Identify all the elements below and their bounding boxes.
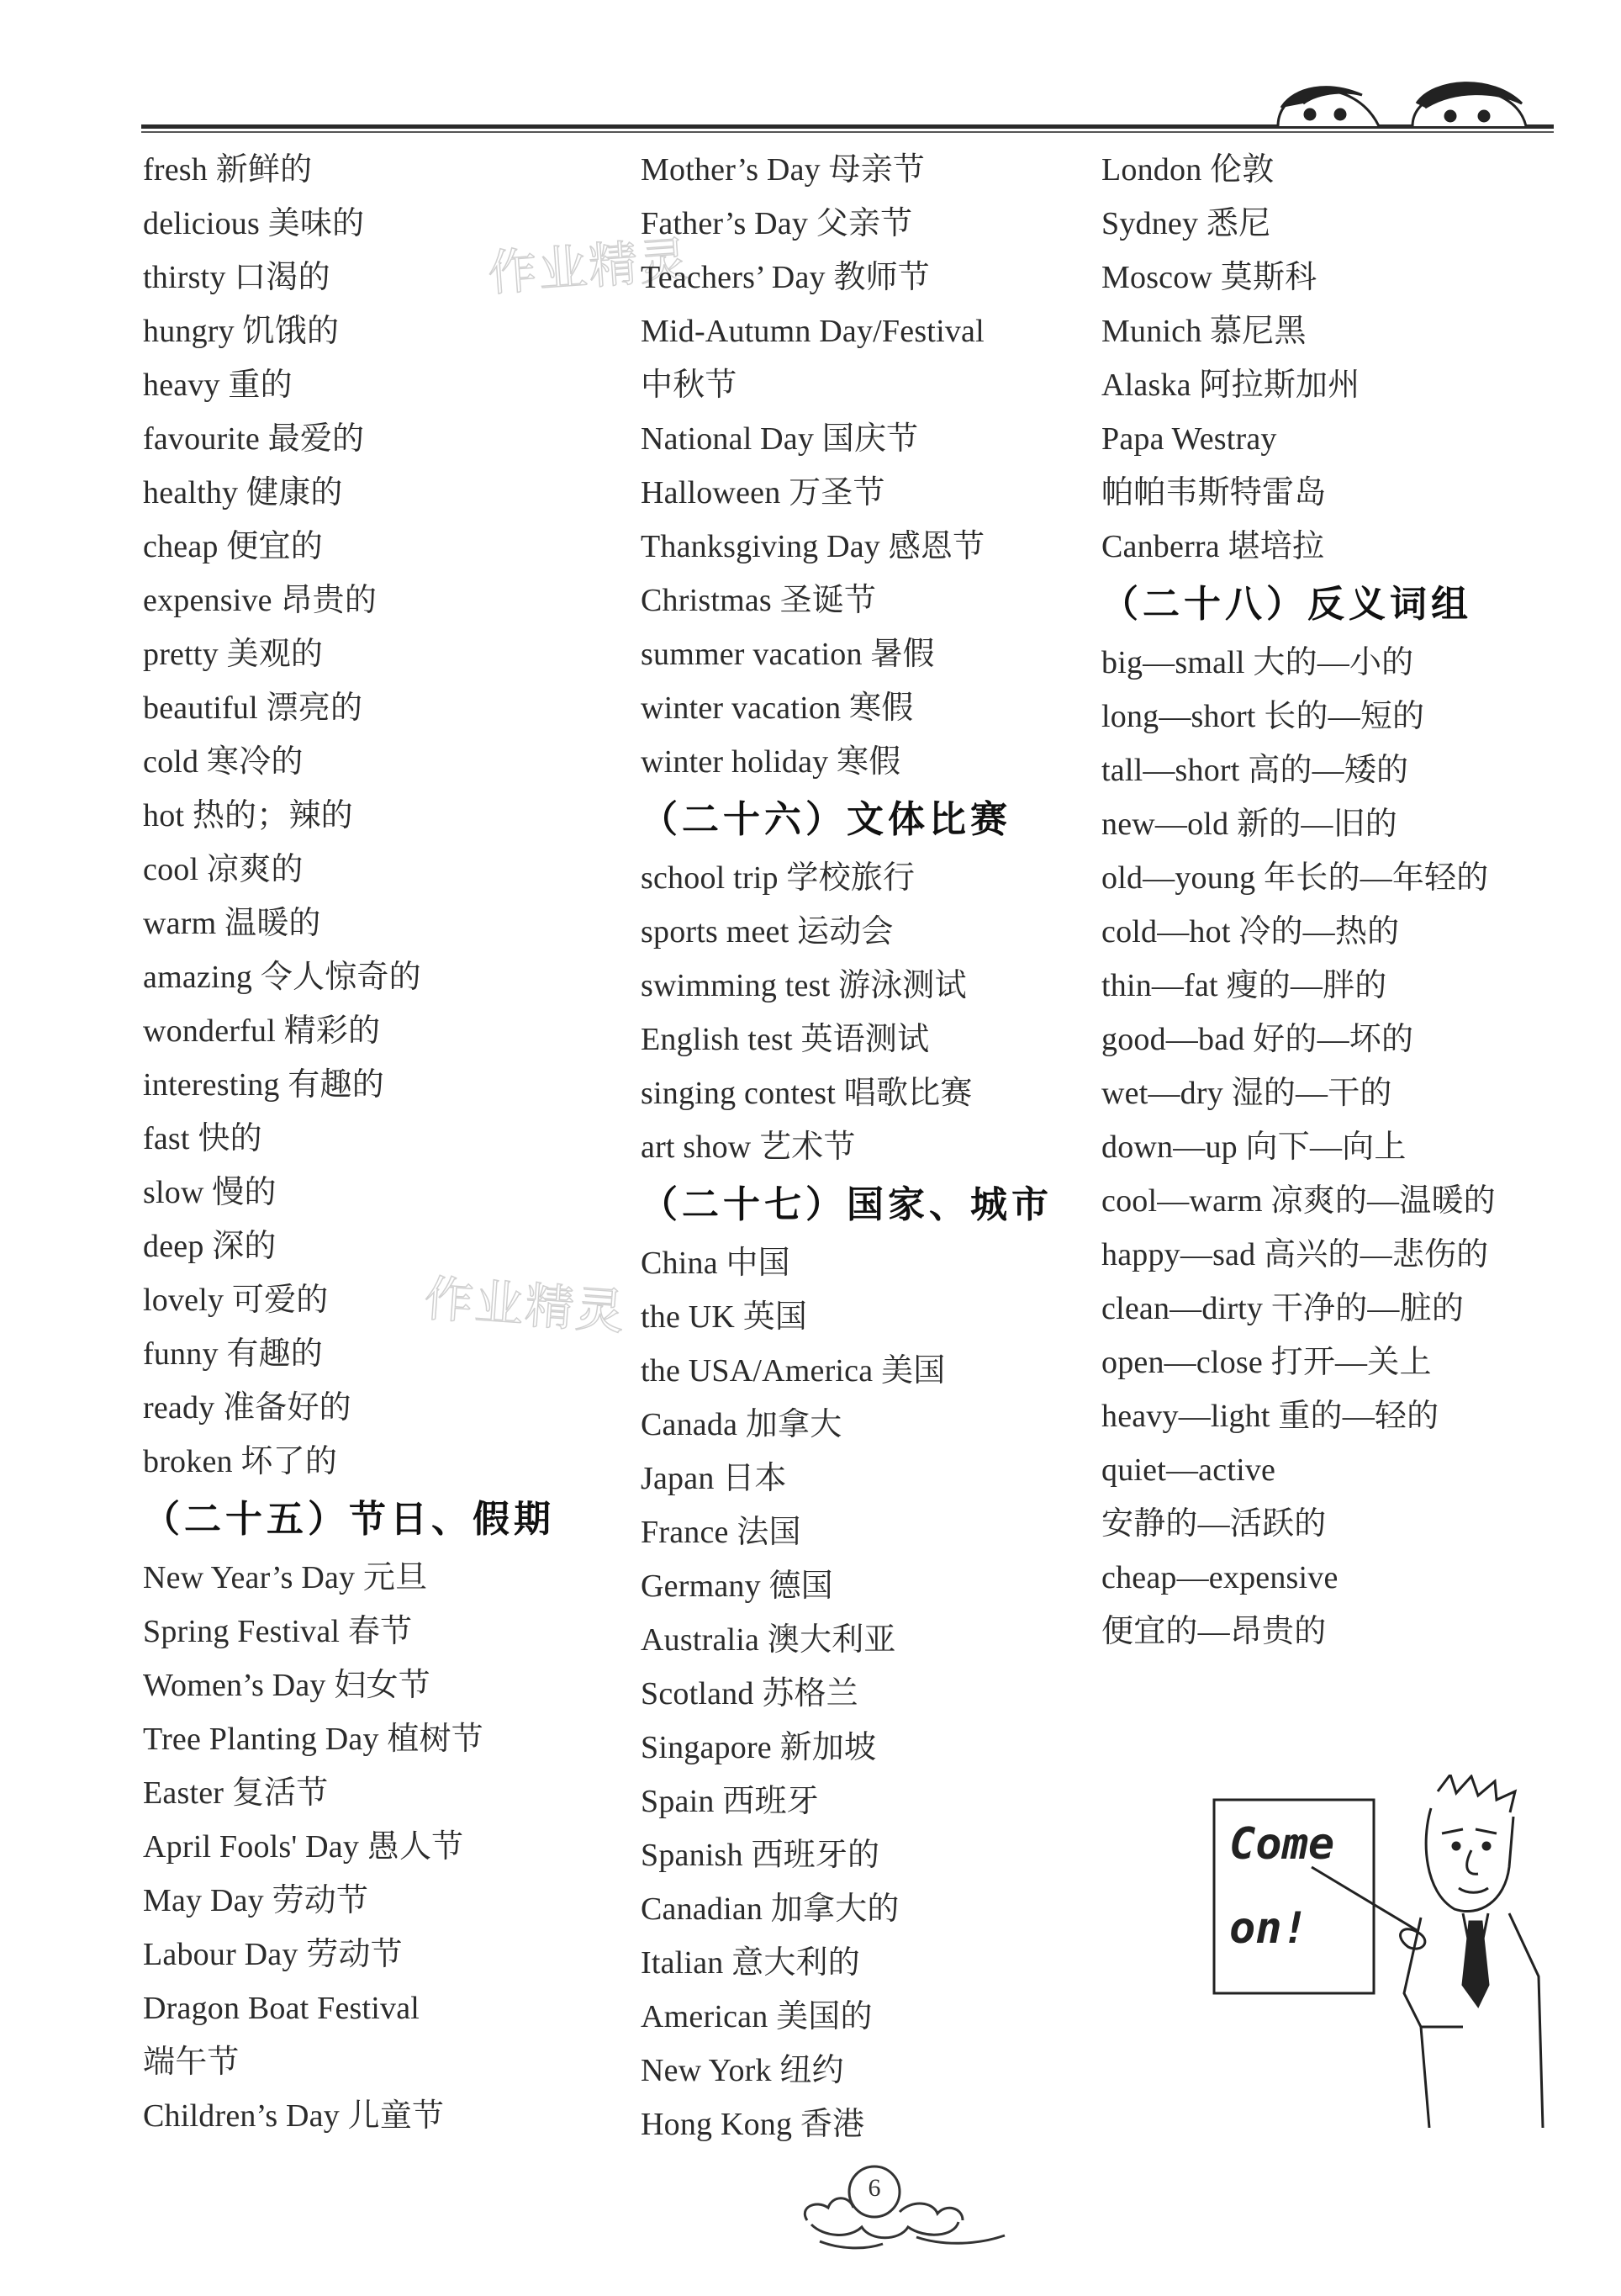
vocab-entry: thirsty 口渴的 [143,260,330,295]
vocab-entry: 帕帕韦斯特雷岛 [1101,475,1327,511]
vocab-entry: Mid-Autumn Day/Festival [641,314,985,349]
vocab-entry: singing contest 唱歌比赛 [641,1076,973,1111]
vocab-entry: American 美国的 [641,1999,873,2034]
peeking-faces-icon [1270,66,1539,128]
vocab-entry: Thanksgiving Day 感恩节 [641,529,985,564]
vocab-entry: Tree Planting Day 植树节 [143,1722,483,1757]
vocab-entry: New Year’s Day 元旦 [143,1560,428,1595]
vocab-entry: expensive 昂贵的 [143,583,378,618]
vocab-entry: Halloween 万圣节 [641,475,885,511]
vocab-entry: Papa Westray [1101,421,1277,457]
vocab-entry: Dragon Boat Festival [143,1991,420,2026]
vocab-entry: beautiful 漂亮的 [143,690,363,726]
vocab-entry: April Fools' Day 愚人节 [143,1829,464,1865]
vocab-entry: art show 艺术节 [641,1129,856,1165]
watermark: 作业精灵 [422,1269,628,1341]
vocab-entry: Hong Kong 香港 [641,2107,865,2142]
vocab-entry: good—bad 好的—坏的 [1101,1022,1414,1057]
vocab-entry: wet—dry 湿的—干的 [1101,1076,1392,1111]
vocab-entry: cold—hot 冷的—热的 [1101,914,1400,950]
vocab-entry: open—close 打开—关上 [1101,1345,1432,1380]
vocab-entry: old—young 年长的—年轻的 [1101,860,1489,896]
vocab-entry: the UK 英国 [641,1299,808,1335]
vocab-entry: winter vacation 寒假 [641,690,914,726]
vocab-entry: Christmas 圣诞节 [641,583,877,618]
vocab-entry: pretty 美观的 [143,637,324,672]
vocab-entry: school trip 学校旅行 [641,860,916,896]
section-heading: （二十五）节日、假期 [143,1498,555,1541]
vocab-entry: Moscow 莫斯科 [1101,260,1317,295]
vocab-entry: fresh 新鲜的 [143,152,313,188]
vocab-entry: long—short 长的—短的 [1101,699,1425,734]
vocab-entry: deep 深的 [143,1229,277,1264]
vocab-entry: the USA/America 美国 [641,1353,946,1389]
section-heading: （二十八）反义词组 [1101,583,1472,626]
vocab-entry: hot 热的；辣的 [143,798,353,833]
vocab-entry: Singapore 新加坡 [641,1730,877,1765]
vocab-entry: cold 寒冷的 [143,744,304,780]
vocab-entry: tall—short 高的—矮的 [1101,753,1409,788]
vocab-entry: lovely 可爱的 [143,1283,329,1318]
vocab-entry: Scotland 苏格兰 [641,1676,858,1711]
vocab-entry: Women’s Day 妇女节 [143,1668,430,1703]
vocab-entry: wonderful 精彩的 [143,1013,381,1049]
vocab-entry: funny 有趣的 [143,1336,323,1372]
section-heading: （二十七）国家、城市 [641,1183,1053,1226]
vocab-entry: France 法国 [641,1515,801,1550]
vocab-entry: hungry 饥饿的 [143,314,340,349]
vocab-entry: London 伦敦 [1101,152,1275,188]
vocab-entry: happy—sad 高兴的—悲伤的 [1101,1237,1489,1272]
vocab-entry: 端午节 [143,2045,240,2080]
vocab-entry: Mother’s Day 母亲节 [641,152,926,188]
vocab-entry: 便宜的—昂贵的 [1101,1614,1327,1649]
vocab-entry: Canada 加拿大 [641,1407,842,1442]
vocab-entry: quiet—active [1101,1452,1276,1488]
vocab-entry: swimming test 游泳测试 [641,968,967,1003]
vocab-entry: healthy 健康的 [143,475,343,511]
vocab-entry: heavy—light 重的—轻的 [1101,1399,1439,1434]
page-number: 6 [868,2174,881,2202]
vocab-entry: China 中国 [641,1246,790,1281]
vocab-entry: Children’s Day 儿童节 [143,2098,445,2134]
column-3 [1101,143,1539,1659]
vocab-entry: Alaska 阿拉斯加州 [1101,368,1360,403]
vocab-entry: amazing 令人惊奇的 [143,960,421,995]
vocab-entry: favourite 最爱的 [143,421,365,457]
vocab-entry: winter holiday 寒假 [641,744,901,780]
teacher-pointing-board-icon [1211,1775,1547,2128]
vocab-entry: Canberra 堪培拉 [1101,529,1325,564]
vocab-entry: broken 坏了的 [143,1444,338,1479]
vocab-entry: thin—fat 瘦的—胖的 [1101,968,1387,1003]
vocab-entry: Easter 复活节 [143,1775,329,1811]
vocab-entry: Italian 意大利的 [641,1945,860,1981]
vocab-entry: 安静的—活跃的 [1101,1506,1327,1542]
vocab-entry: delicious 美味的 [143,206,365,241]
vocab-entry: Spain 西班牙 [641,1784,819,1819]
vocab-entry: sports meet 运动会 [641,914,894,950]
vocab-entry: ready 准备好的 [143,1390,351,1426]
watermark: 作业精灵 [486,230,692,303]
vocab-entry: summer vacation 暑假 [641,637,935,672]
vocab-entry: May Day 劳动节 [143,1883,369,1918]
vocab-entry: interesting 有趣的 [143,1067,384,1103]
vocab-entry: cool 凉爽的 [143,852,304,887]
vocab-entry: slow 慢的 [143,1175,277,1210]
vocab-entry: fast 快的 [143,1121,262,1156]
header-rule-thin [141,131,1554,133]
vocab-entry: down—up 向下—向上 [1101,1129,1407,1165]
board-text-line-2: on! [1229,1903,1308,1954]
vocab-entry: cool—warm 凉爽的—温暖的 [1101,1183,1496,1219]
board-text-line-1: Come [1229,1819,1335,1870]
vocab-entry: warm 温暖的 [143,906,321,941]
vocab-entry: English test 英语测试 [641,1022,930,1057]
vocab-entry: Germany 德国 [641,1569,833,1604]
vocab-entry: cheap—expensive [1101,1560,1339,1595]
vocab-entry: heavy 重的 [143,368,293,403]
vocab-entry: Spring Festival 春节 [143,1614,413,1649]
vocab-entry: New York 纽约 [641,2053,844,2088]
vocab-entry: Japan 日本 [641,1461,787,1496]
cloud-ornament-icon [790,2161,1009,2254]
vocab-entry: clean—dirty 干净的—脏的 [1101,1291,1465,1326]
column-2 [641,143,1095,2151]
vocab-entry: 中秋节 [641,368,737,403]
column-1 [143,143,614,2143]
vocab-entry: Labour Day 劳动节 [143,1937,403,1972]
vocab-entry: Munich 慕尼黑 [1101,314,1307,349]
section-heading: （二十六）文体比赛 [641,798,1011,841]
vocab-entry: Father’s Day 父亲节 [641,206,913,241]
vocab-entry: Australia 澳大利亚 [641,1622,896,1658]
vocab-entry: Teachers’ Day 教师节 [641,260,931,295]
vocab-entry: cheap 便宜的 [143,529,323,564]
vocab-entry: big—small 大的—小的 [1101,645,1414,680]
vocab-entry: National Day 国庆节 [641,421,919,457]
vocab-entry: Spanish 西班牙的 [641,1838,880,1873]
vocab-entry: new—old 新的—旧的 [1101,807,1397,842]
vocab-entry: Sydney 悉尼 [1101,206,1271,241]
vocab-entry: Canadian 加拿大的 [641,1891,900,1927]
